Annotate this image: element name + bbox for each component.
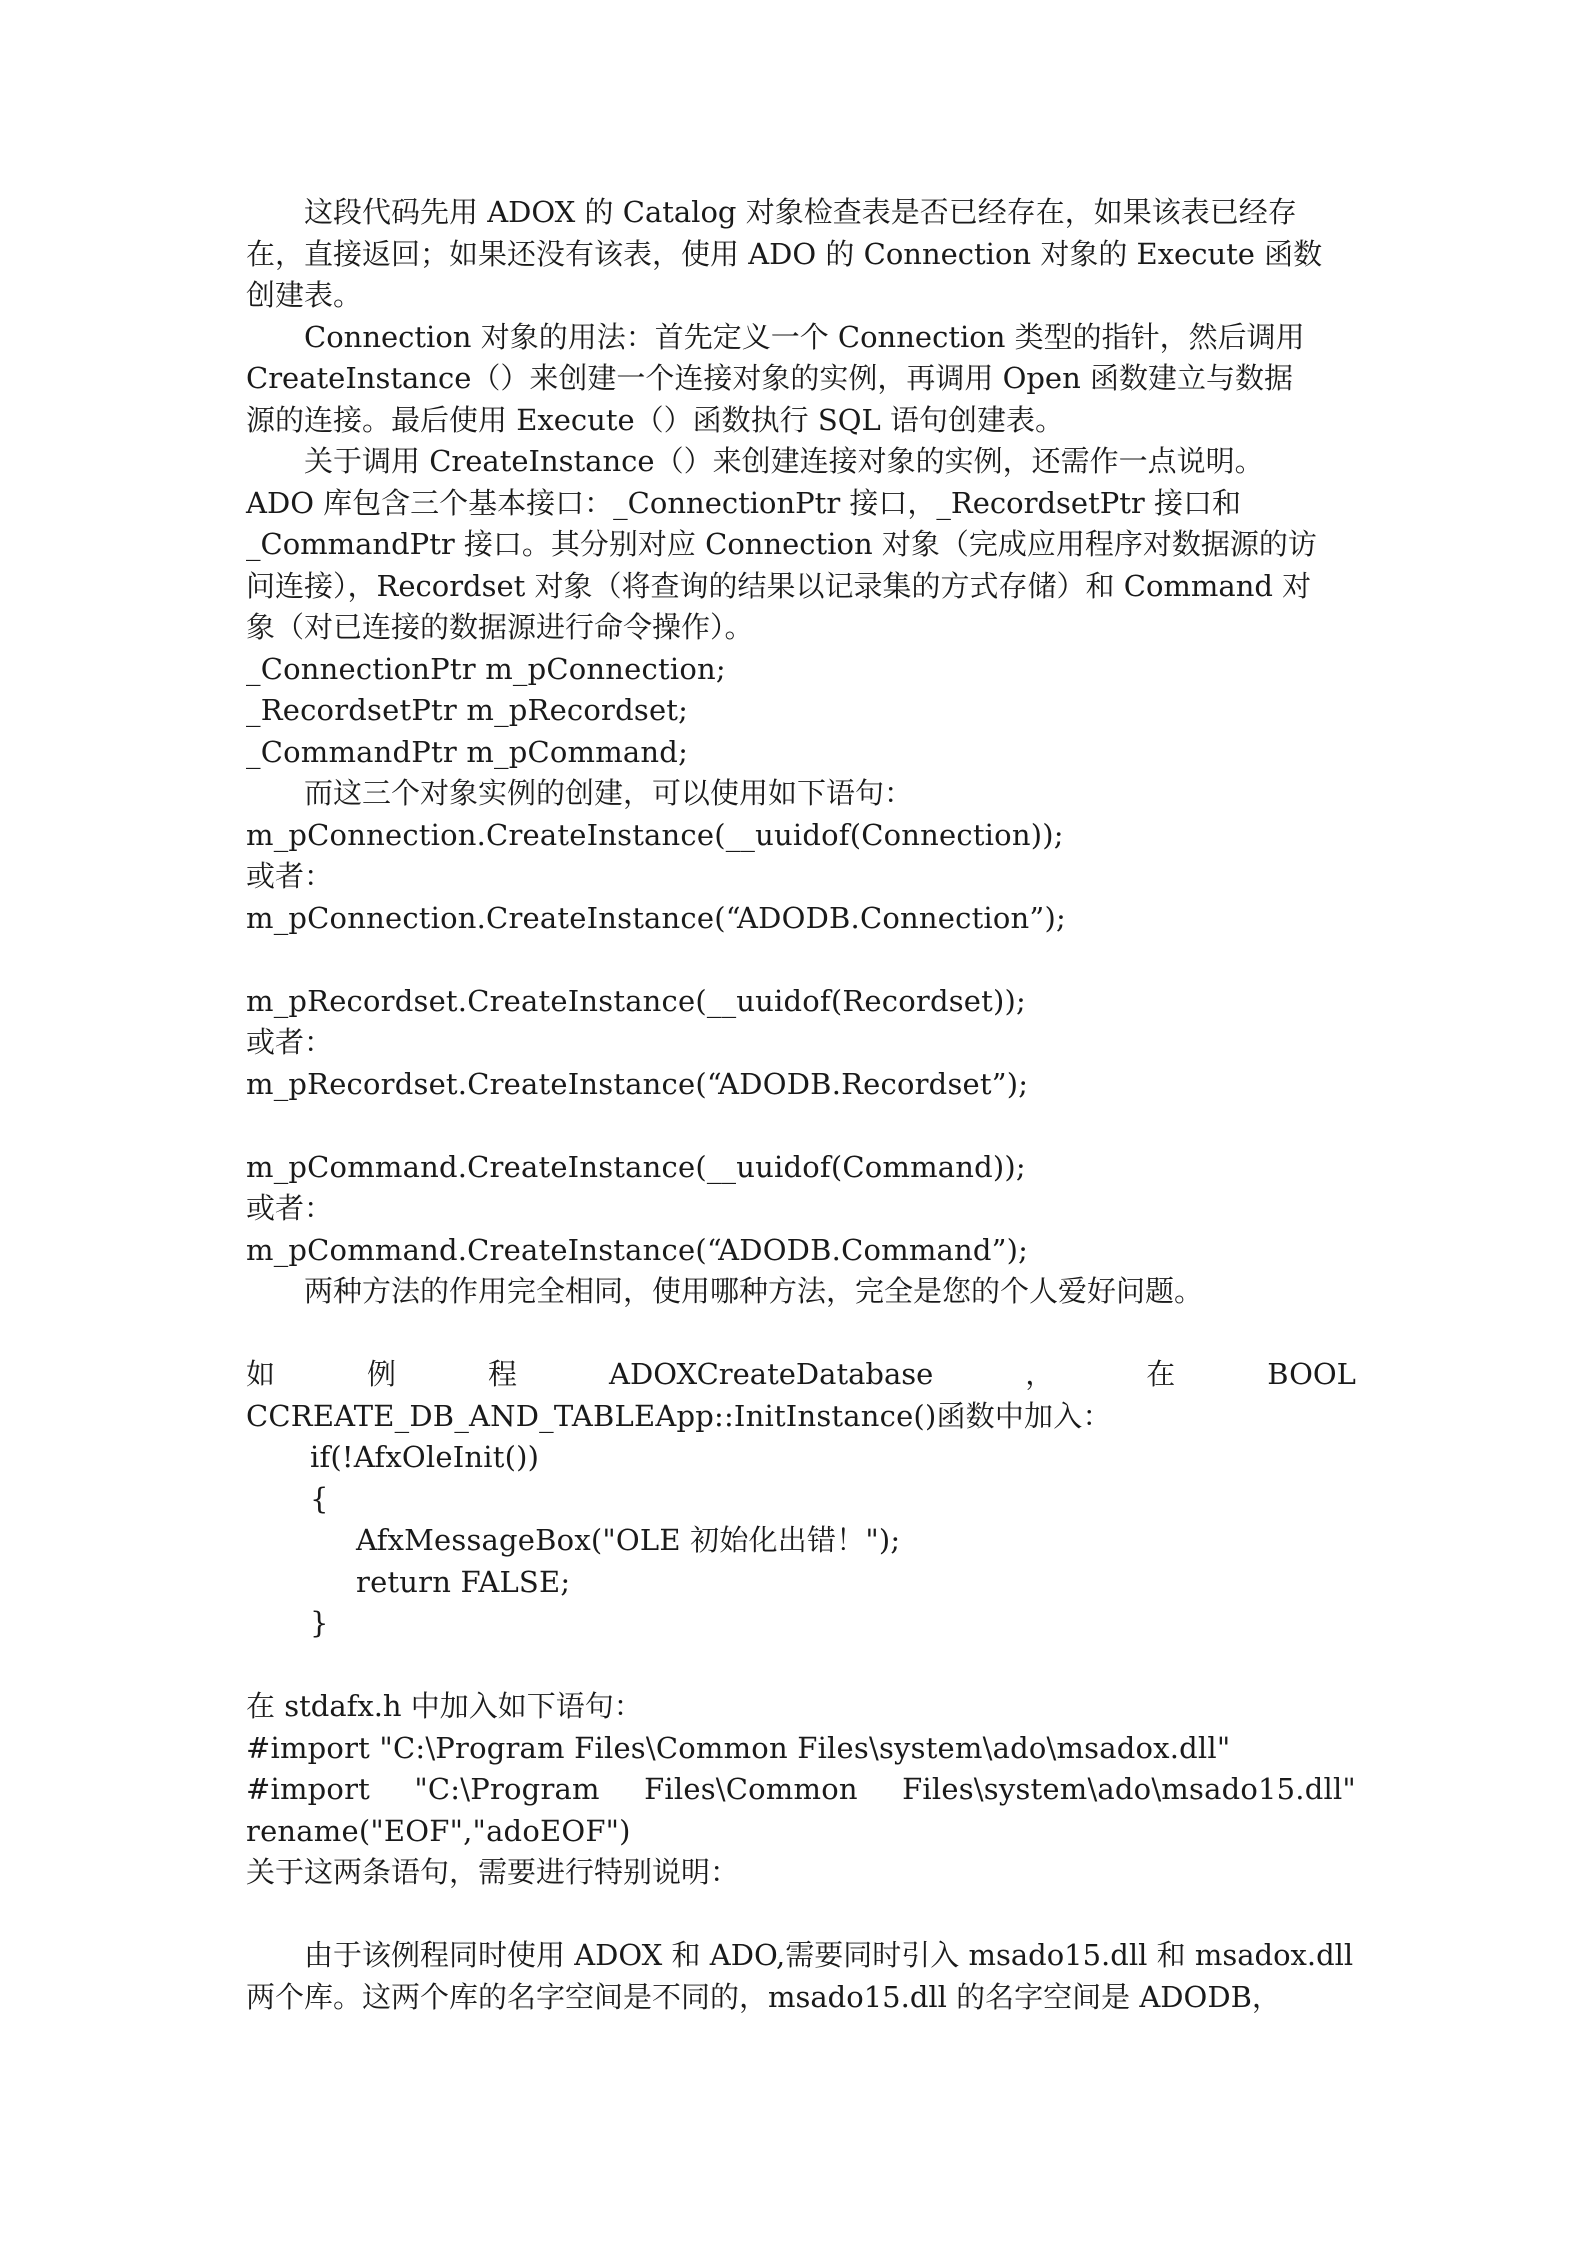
paragraph-line: 在 stdafx.h 中加入如下语句： (246, 1689, 643, 1723)
paragraph-line: 而这三个对象实例的创建，可以使用如下语句： (246, 776, 914, 810)
paragraph-line: 两种方法的作用完全相同，使用哪种方法，完全是您的个人爱好问题。 (246, 1274, 1204, 1308)
paragraph-line: _CommandPtr 接口。其分别对应 Connection 对象（完成应用程序对数据源的访 (246, 527, 1317, 561)
code-line: m_pCommand.CreateInstance(__uuidof(Command)); (246, 1149, 1026, 1184)
word: "C:\Program (414, 1772, 600, 1806)
code-line: } (310, 1606, 329, 1640)
paragraph-line: 两个库。这两个库的名字空间是不同的，msado15.dll 的名字空间是 ADODB， (246, 1979, 1281, 2014)
code-line: m_pConnection.CreateInstance(__uuidof(Connection)); (246, 817, 1064, 852)
paragraph-line: 或者： (246, 1191, 334, 1225)
blank-line (246, 939, 1356, 981)
word: #import (246, 1772, 371, 1806)
word: 例 (367, 1357, 397, 1391)
paragraph-line: 关于调用 CreateInstance（）来创建连接对象的实例，还需作一点说明。 (246, 444, 1264, 478)
paragraph-line: 象（对已连接的数据源进行命令操作）。 (246, 610, 754, 644)
paragraph-line: CreateInstance（）来创建一个连接对象的实例，再调用 Open 函数建立与数据 (246, 361, 1293, 395)
word: Files\system\ado\msado15.dll" (902, 1772, 1356, 1806)
word: ADOXCreateDatabase (609, 1357, 934, 1391)
document-page (246, 192, 1356, 2018)
justified-code-line (246, 1769, 1356, 1811)
paragraph-line: 由于该例程同时使用 ADOX 和 ADO,需要同时引入 msado15.dll 和 msadox.dll (246, 1938, 1354, 1972)
code-line: m_pRecordset.CreateInstance(__uuidof(Recordset)); (246, 983, 1026, 1018)
paragraph-line: 或者： (246, 1025, 334, 1059)
code-line: if(!AfxOleInit()) (310, 1440, 540, 1474)
paragraph-line: Connection 对象的用法：首先定义一个 Connection 类型的指针，然后调用 (246, 319, 1305, 354)
word: 在 (1146, 1357, 1176, 1391)
paragraph-line: 或者： (246, 859, 334, 893)
paragraph-line: 关于这两条语句，需要进行特别说明： (246, 1855, 740, 1889)
paragraph-line: 在，直接返回；如果还没有该表，使用 ADO 的 Connection 对象的 Execute 函数 (246, 236, 1323, 271)
code-line: rename("EOF","adoEOF") (246, 1813, 631, 1848)
code-line: CCREATE_DB_AND_TABLEApp::InitInstance()函数中加入： (246, 1398, 1112, 1433)
word: ， (1025, 1357, 1055, 1391)
blank-line (246, 1313, 1356, 1355)
code-line: return FALSE; (356, 1564, 571, 1599)
word: 程 (488, 1357, 518, 1391)
code-line: m_pRecordset.CreateInstance(“ADODB.Recordset”); (246, 1066, 1029, 1101)
word: Files\Common (644, 1772, 858, 1806)
code-declaration: _RecordsetPtr m_pRecordset; (246, 693, 689, 727)
code-declaration: _CommandPtr m_pCommand; (246, 734, 689, 769)
justified-line (246, 1354, 1356, 1396)
blank-line (246, 1894, 1356, 1936)
paragraph-line: 创建表。 (246, 278, 363, 312)
code-line: m_pConnection.CreateInstance(“ADODB.Connection”); (246, 900, 1066, 935)
code-line: { (310, 1481, 329, 1516)
paragraph-line: ADO 库包含三个基本接口：_ConnectionPtr 接口，_RecordsetPtr 接口和 (246, 485, 1241, 520)
paragraph-line: 问连接），Recordset 对象（将查询的结果以记录集的方式存储）和 Command 对 (246, 568, 1312, 603)
paragraph-line: 这段代码先用 ADOX 的 Catalog 对象检查表是否已经存在，如果该表已经存 (246, 195, 1297, 229)
blank-line (246, 1645, 1356, 1687)
word: 如 (246, 1357, 276, 1391)
code-line: #import "C:\Program Files\Common Files\system\ado\msadox.dll" (246, 1730, 1231, 1765)
code-line: m_pCommand.CreateInstance(“ADODB.Command”); (246, 1232, 1029, 1267)
word: BOOL (1267, 1357, 1356, 1391)
blank-line (246, 1105, 1356, 1147)
code-line: AfxMessageBox("OLE 初始化出错！"); (356, 1523, 901, 1557)
code-declaration: _ConnectionPtr m_pConnection; (246, 651, 726, 686)
paragraph-line: 源的连接。最后使用 Execute（）函数执行 SQL 语句创建表。 (246, 402, 1064, 437)
